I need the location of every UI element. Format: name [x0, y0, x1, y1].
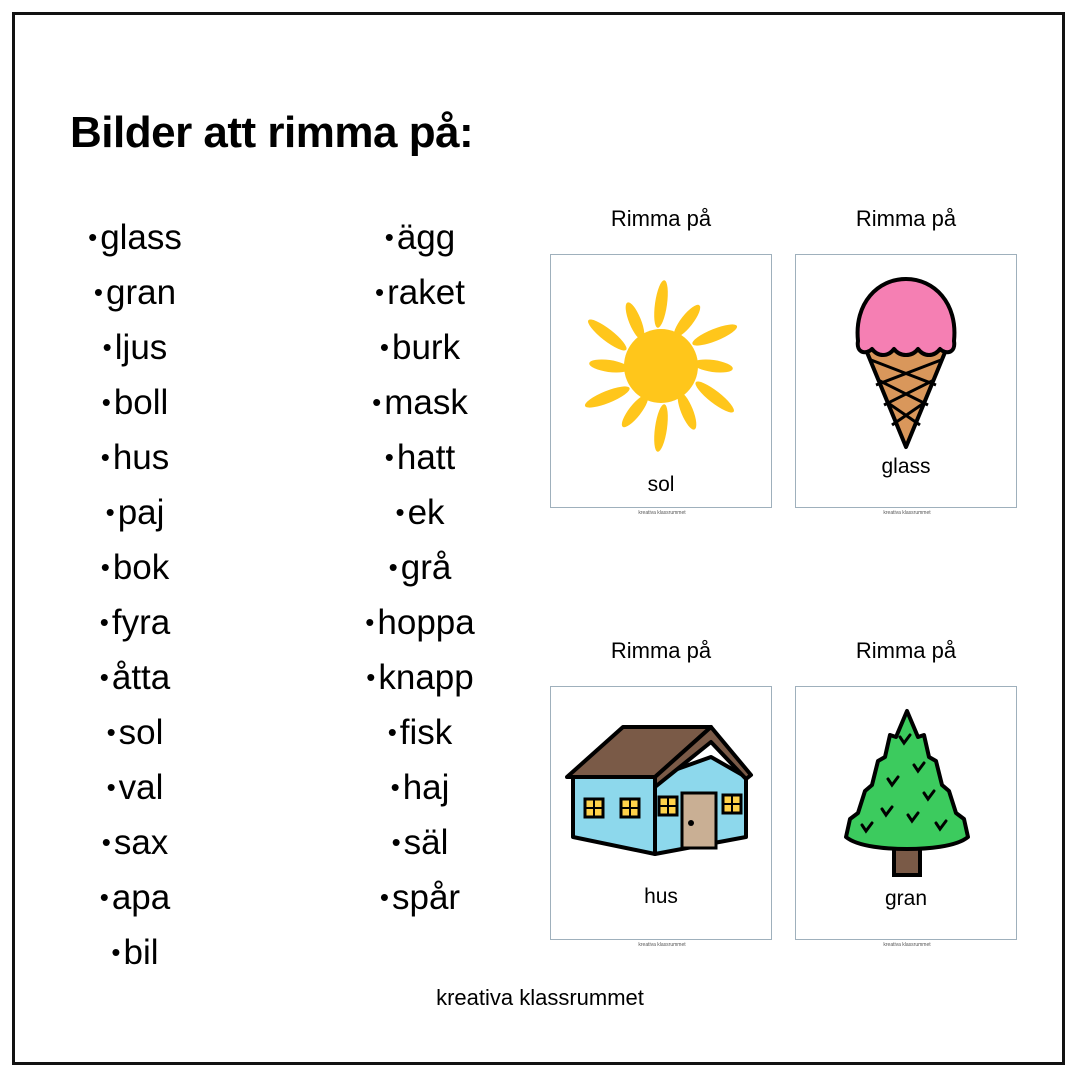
word-text: sol: [118, 713, 164, 752]
word-text: fyra: [111, 603, 171, 642]
word-text: knapp: [378, 658, 474, 697]
bullet-icon: •: [391, 827, 401, 857]
word-list-item: [60, 430, 210, 485]
card-word-hus: hus: [644, 885, 678, 908]
word-text: sax: [113, 823, 169, 862]
bullet-icon: •: [99, 607, 109, 637]
word-list-item: [340, 430, 500, 485]
picture-card-hus: [550, 686, 772, 948]
sun-ray: [670, 302, 704, 341]
word-text: mask: [384, 383, 468, 422]
bullet-icon: •: [101, 827, 111, 857]
word-text: apa: [111, 878, 171, 917]
bullet-icon: •: [101, 387, 111, 417]
picture-card-gran: [795, 686, 1017, 948]
sun-ray: [583, 382, 632, 411]
word-text: fisk: [399, 713, 453, 752]
word-list-item: [60, 265, 210, 320]
word-list-item: [60, 595, 210, 650]
word-list-item: [340, 815, 500, 870]
word-list-item: [60, 815, 210, 870]
card-credit: kreativa klassrummet: [638, 942, 686, 948]
word-list-item: [340, 210, 500, 265]
card-label-hus: Rimma på: [610, 638, 712, 663]
page-title: Bilder att rimma på:: [70, 108, 474, 157]
sun-ray: [690, 320, 739, 349]
word-list-item: [60, 485, 210, 540]
word-list-item: [340, 375, 500, 430]
sun-ray: [674, 390, 700, 432]
bullet-icon: •: [390, 772, 400, 802]
word-list-item: [340, 265, 500, 320]
word-list-item: [340, 320, 500, 375]
bullet-icon: •: [88, 222, 98, 252]
bullet-icon: •: [365, 607, 375, 637]
bullet-icon: •: [106, 772, 116, 802]
card-label-glass: Rimma på: [855, 206, 957, 231]
word-text: bil: [123, 933, 159, 972]
word-text: ljus: [114, 328, 168, 367]
word-text: hatt: [396, 438, 456, 477]
card-word-sol: sol: [647, 473, 675, 496]
word-list-item: [60, 540, 210, 595]
word-text: hoppa: [377, 603, 475, 642]
bullet-icon: •: [372, 387, 382, 417]
word-list-item: [60, 925, 210, 980]
bullet-icon: •: [387, 717, 397, 747]
word-text: val: [118, 768, 164, 807]
word-list-item: [340, 760, 500, 815]
sun-ray: [692, 377, 737, 416]
card-label-sol: Rimma på: [610, 206, 712, 231]
word-text: haj: [402, 768, 450, 807]
bullet-icon: •: [99, 882, 109, 912]
bullet-icon: •: [99, 662, 109, 692]
word-list-item: [60, 375, 210, 430]
bullet-icon: •: [388, 552, 398, 582]
sun-ray: [652, 403, 671, 452]
word-list-right: [340, 210, 500, 925]
word-text: ägg: [396, 218, 456, 257]
word-list-item: [340, 870, 500, 925]
sun-ray: [618, 392, 652, 431]
word-list-item: [340, 485, 500, 540]
bullet-icon: •: [375, 277, 385, 307]
word-text: hus: [112, 438, 170, 477]
bullet-icon: •: [106, 717, 116, 747]
sun-ray: [652, 279, 671, 328]
bullet-icon: •: [384, 222, 394, 252]
word-list-item: [340, 595, 500, 650]
bullet-icon: •: [384, 442, 394, 472]
word-text: säl: [403, 823, 449, 862]
picture-card-sol: [550, 254, 772, 516]
word-text: glass: [100, 218, 182, 257]
word-text: gran: [106, 273, 177, 312]
word-text: spår: [392, 878, 461, 917]
word-text: grå: [400, 548, 452, 587]
bullet-icon: •: [100, 552, 110, 582]
word-list-item: [60, 760, 210, 815]
card-credit: kreativa klassrummet: [883, 510, 931, 516]
bullet-icon: •: [395, 497, 405, 527]
card-credit: kreativa klassrummet: [638, 510, 686, 516]
word-text: boll: [113, 383, 169, 422]
word-text: åtta: [111, 658, 171, 697]
bullet-icon: •: [366, 662, 376, 692]
word-list-item: [60, 320, 210, 375]
sun-ray: [585, 315, 630, 354]
word-list-item: [60, 705, 210, 760]
word-list-item: [60, 870, 210, 925]
card-credit: kreativa klassrummet: [883, 942, 931, 948]
word-text: paj: [117, 493, 165, 532]
word-text: raket: [387, 273, 465, 312]
bullet-icon: •: [93, 277, 104, 307]
card-word-glass: glass: [881, 455, 931, 478]
bullet-icon: •: [100, 442, 110, 472]
bullet-icon: •: [105, 497, 115, 527]
bullet-icon: •: [111, 937, 121, 967]
bullet-icon: •: [379, 882, 389, 912]
word-list-item: [340, 650, 500, 705]
sun-ray: [622, 300, 648, 342]
bullet-icon: •: [379, 332, 389, 362]
picture-card-glass: [795, 254, 1017, 516]
sun-ray: [692, 357, 733, 374]
card-label-gran: Rimma på: [855, 638, 957, 663]
word-list-item: [60, 650, 210, 705]
word-text: ek: [407, 493, 445, 532]
sun-ray: [588, 357, 629, 374]
word-text: bok: [112, 548, 170, 587]
card-word-gran: gran: [884, 887, 928, 910]
bullet-icon: •: [102, 332, 112, 362]
word-text: burk: [392, 328, 461, 367]
word-list-item: [60, 210, 210, 265]
footer-credit: kreativa klassrummet: [436, 985, 644, 1010]
word-list-left: [60, 210, 210, 980]
sun-icon: [551, 255, 773, 509]
word-list-item: [340, 705, 500, 760]
word-list-item: [340, 540, 500, 595]
